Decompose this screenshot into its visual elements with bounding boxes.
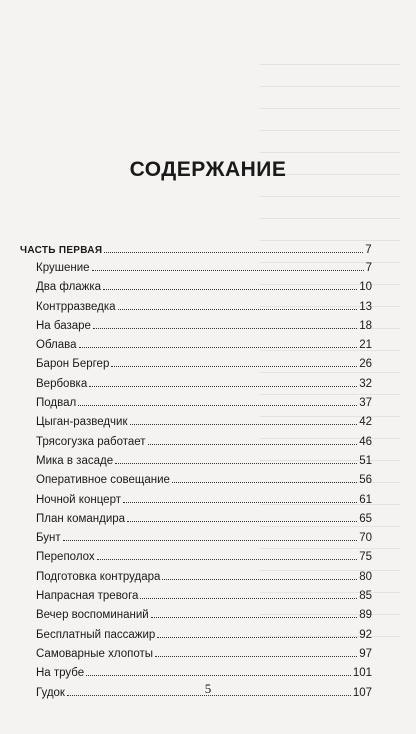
- toc-entry-page: 89: [359, 609, 372, 622]
- toc-entry-label: Облава: [36, 339, 77, 352]
- toc-entry[interactable]: [20, 262, 372, 281]
- toc-entry-page: 21: [359, 339, 372, 352]
- toc-entry-label: Барон Бергер: [36, 358, 110, 371]
- toc-entry[interactable]: [20, 358, 372, 377]
- toc-entry[interactable]: [20, 455, 372, 474]
- toc-entry-page: 26: [359, 358, 372, 371]
- dot-leader: [123, 502, 357, 503]
- toc-entry-label: Оперативное совещание: [36, 474, 170, 487]
- toc-entry-label: Ночной концерт: [36, 493, 121, 506]
- toc-entry[interactable]: [20, 320, 372, 339]
- page-number: 5: [204, 681, 212, 696]
- dot-leader: [63, 540, 358, 541]
- dot-leader: [86, 675, 351, 676]
- toc-entry[interactable]: [20, 416, 372, 435]
- toc-entry[interactable]: [20, 494, 372, 513]
- dot-leader: [97, 559, 358, 560]
- toc-entry-label: Подвал: [36, 397, 77, 410]
- toc-entry-label: Бунт: [36, 532, 61, 545]
- dot-leader: [103, 289, 357, 290]
- toc-entry-label: Напрасная тревога: [36, 590, 139, 603]
- dot-leader: [89, 386, 357, 387]
- toc-entry-page: 65: [359, 512, 372, 525]
- toc-entry[interactable]: [20, 339, 372, 358]
- toc-entry-page: 107: [352, 686, 372, 699]
- toc-entry[interactable]: [20, 551, 372, 570]
- toc-entry-label: Мика в засаде: [36, 454, 114, 467]
- toc-entry-label: Трясогузка работает: [36, 435, 146, 448]
- toc-entry-page: 37: [359, 397, 372, 410]
- dot-leader: [115, 463, 357, 464]
- toc-entry-label: Контрразведка: [36, 300, 116, 313]
- toc-entry-label: Вечер воспоминаний: [36, 609, 149, 622]
- dot-leader: [162, 579, 357, 580]
- toc-entry-label: Бесплатный пассажир: [36, 628, 156, 641]
- toc-entry[interactable]: [20, 281, 372, 300]
- toc-entry[interactable]: [20, 397, 372, 416]
- dot-leader: [130, 424, 358, 425]
- dot-leader: [155, 656, 357, 657]
- dot-leader: [157, 637, 357, 638]
- dot-leader: [79, 347, 358, 348]
- dot-leader: [148, 444, 358, 445]
- toc-entry-label: Переполох: [36, 551, 95, 564]
- toc-entry-page: 46: [359, 435, 372, 448]
- toc-part-heading[interactable]: [20, 244, 372, 262]
- toc-entry[interactable]: [20, 609, 372, 628]
- toc-entry[interactable]: [20, 474, 372, 493]
- dot-leader: [93, 328, 357, 329]
- toc-entry-label: Вербовка: [36, 377, 88, 390]
- toc-entry-label: План командира: [36, 512, 126, 525]
- dot-leader: [78, 405, 357, 406]
- part-label: ЧАСТЬ ПЕРВАЯ: [20, 245, 103, 256]
- toc-entry-label: На трубе: [36, 667, 85, 680]
- toc-entry-label: Два флажка: [36, 281, 102, 294]
- toc-entry-label: На базаре: [36, 319, 91, 332]
- toc-entry-page: 61: [359, 493, 372, 506]
- part-page-number: 7: [365, 244, 372, 256]
- toc-entry-page: 42: [359, 416, 372, 429]
- toc-entry-page: 51: [359, 454, 372, 467]
- page-title: СОДЕРЖАНИЕ: [129, 158, 287, 181]
- toc-entry[interactable]: [20, 648, 372, 667]
- toc-entry[interactable]: [20, 378, 372, 397]
- toc-entry-page: 70: [359, 532, 372, 545]
- toc-entry[interactable]: [20, 590, 372, 609]
- toc-entry[interactable]: [20, 436, 372, 455]
- toc-entry-page: 92: [359, 628, 372, 641]
- toc-entry-page: 7: [365, 262, 372, 274]
- toc-entry-label: Подготовка контрудара: [36, 570, 161, 583]
- toc-entry-page: 75: [359, 551, 372, 564]
- toc-entry[interactable]: [20, 629, 372, 648]
- toc-entry-label: Самоварные хлопоты: [36, 647, 153, 660]
- toc-entry-page: 10: [359, 281, 372, 294]
- toc-entry[interactable]: [20, 571, 372, 590]
- dot-leader: [127, 521, 357, 522]
- dot-leader: [172, 482, 357, 483]
- dot-leader: [111, 366, 357, 367]
- toc-entry-page: 32: [359, 377, 372, 390]
- dot-leader: [104, 252, 363, 253]
- toc-entry-page: 13: [359, 300, 372, 313]
- toc-entry-page: 101: [352, 667, 372, 680]
- dot-leader: [118, 309, 358, 310]
- toc-entry-label: Гудок: [36, 686, 65, 699]
- toc-entry-page: 18: [359, 319, 372, 332]
- table-of-contents: [20, 244, 372, 706]
- toc-entry[interactable]: [20, 532, 372, 551]
- toc-entry-page: 97: [359, 647, 372, 660]
- dot-leader: [140, 598, 357, 599]
- toc-entry-label: Крушение: [36, 262, 90, 274]
- toc-entry[interactable]: [20, 513, 372, 532]
- dot-leader: [92, 270, 364, 271]
- toc-entry-page: 85: [359, 590, 372, 603]
- dot-leader: [151, 617, 358, 618]
- toc-entry-label: Цыган-разведчик: [36, 416, 128, 429]
- toc-entry-page: 80: [359, 570, 372, 583]
- toc-entry[interactable]: [20, 301, 372, 320]
- toc-entry-page: 56: [359, 474, 372, 487]
